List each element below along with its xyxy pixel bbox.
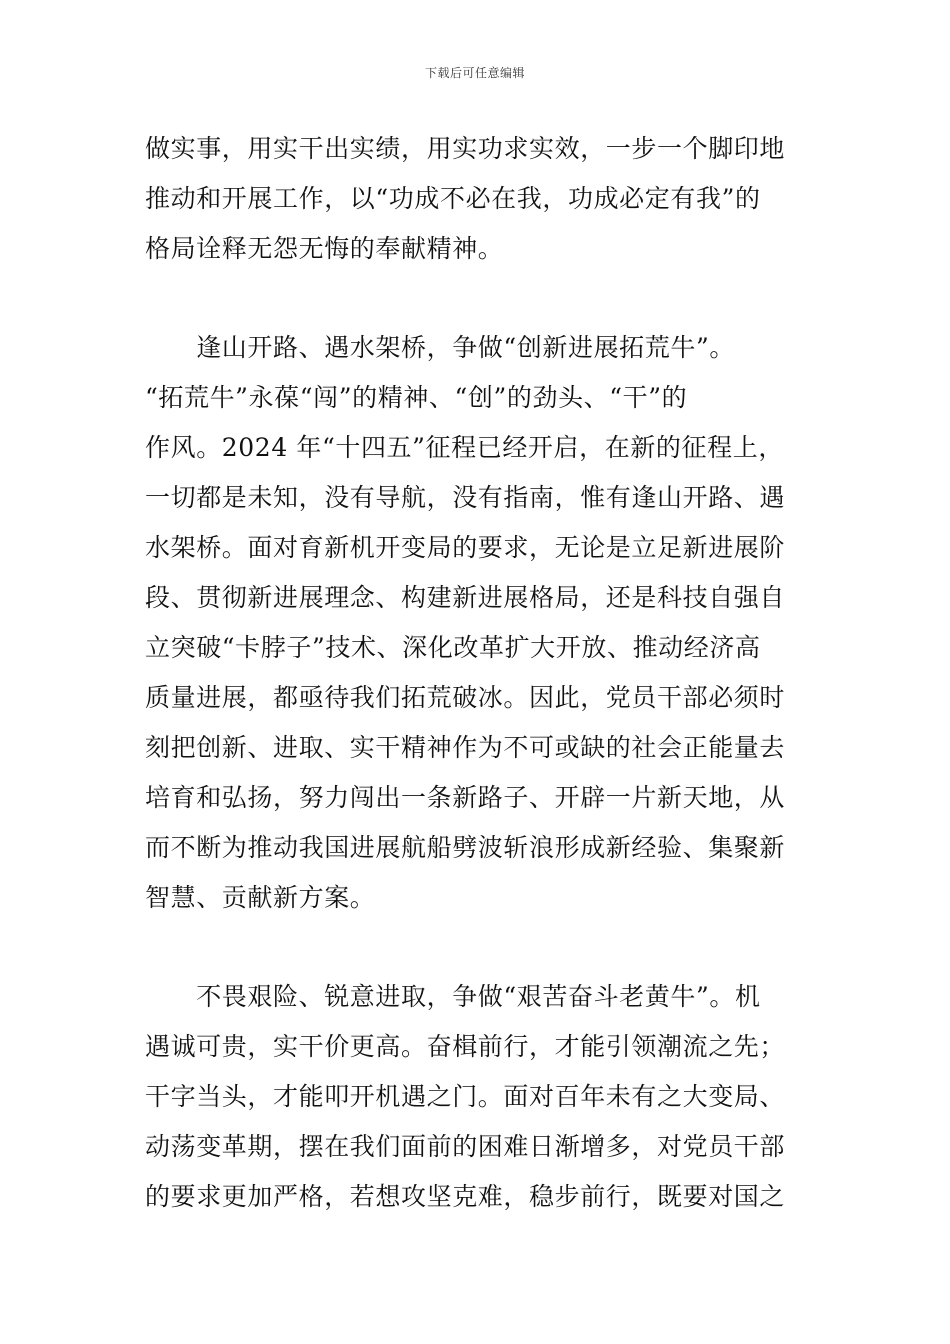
body-line-10: 立突破“卡脖子”技术、深化改革扩大开放、推动经济高 xyxy=(145,633,761,662)
body-line-12: 刻把创新、进取、实干精神作为不可或缺的社会正能量去 xyxy=(145,733,786,762)
body-line-18: 干字当头，才能叩开机遇之门。面对百年未有之大变局、 xyxy=(145,1082,786,1111)
body-line-13: 培育和弘扬，努力闯出一条新路子、开辟一片新天地，从 xyxy=(145,783,786,812)
body-line-15: 智慧、贡献新方案。 xyxy=(145,883,376,912)
body-line-14: 而不断为推动我国进展航船劈波斩浪形成新经验、集聚新 xyxy=(145,833,786,862)
body-line-4: 逢山开路、遇水架桥，争做“创新进展拓荒牛”。 xyxy=(145,333,735,362)
body-line-16: 不畏艰险、锐意进取，争做“艰苦奋斗老黄牛”。机 xyxy=(145,982,761,1011)
body-line-17: 遇诚可贵，实干价更高。奋楫前行，才能引领潮流之先； xyxy=(145,1032,786,1061)
body-line-1: 做实事，用实干出实绩，用实功求实效，一步一个脚印地 xyxy=(145,134,786,163)
body-line-20: 的要求更加严格，若想攻坚克难，稳步前行，既要对国之 xyxy=(145,1182,786,1211)
body-line-5: “拓荒牛”永葆“闯”的精神、“创”的劲头、“干”的 xyxy=(145,383,688,412)
body-line-8: 水架桥。面对育新机开变局的要求，无论是立足新进展阶 xyxy=(145,533,786,562)
body-line-2: 推动和开展工作，以“功成不必在我，功成必定有我”的 xyxy=(145,184,761,213)
body-line-19: 动荡变革期，摆在我们面前的困难日渐增多，对党员干部 xyxy=(145,1132,786,1161)
body-line-9: 段、贯彻新进展理念、构建新进展格局，还是科技自强自 xyxy=(145,583,786,612)
page-header: 下载后可任意编辑 xyxy=(424,66,525,80)
body-line-3: 格局诠释无怨无悔的奉献精神。 xyxy=(145,234,504,263)
body-line-6: 作风。2024 年“十四五”征程已经开启，在新的征程上， xyxy=(145,433,784,462)
body-line-11: 质量进展，都亟待我们拓荒破冰。因此，党员干部必须时 xyxy=(145,683,786,712)
body-line-7: 一切都是未知，没有导航，没有指南，惟有逢山开路、遇 xyxy=(145,483,786,512)
